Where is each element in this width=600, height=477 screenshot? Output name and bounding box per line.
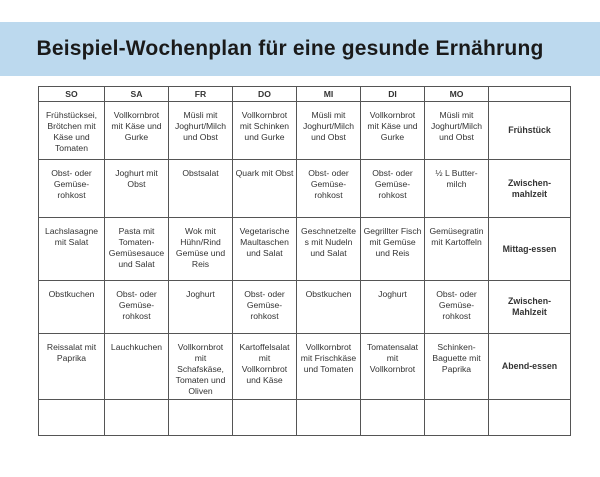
table-cell: Vollkornbrot mit Käse und Gurke [361,102,425,160]
table-cell: Vollkornbrot mit Schinken und Gurke [233,102,297,160]
page-title: Beispiel-Wochenplan für eine gesunde Ernährung [36,37,544,60]
table-row [39,281,571,334]
title-banner [0,22,600,76]
table-cell: Vollkornbrot mit Käse und Gurke [105,102,169,160]
table-cell: Vollkornbrot mit Schafskäse, Tomaten und Oliven [169,334,233,400]
meal-label-dinner: Abend-essen [489,334,571,400]
day-header-sa: SA [105,87,169,102]
table-cell: Kartoffelsalat mit Vollkornbrot und Käse [233,334,297,400]
table-cell-empty [489,400,571,436]
table-cell: Vollkornbrot mit Frischkäse und Tomaten [297,334,361,400]
table-cell: Gegrillter Fisch mit Gemüse und Reis [361,218,425,281]
table-cell: Lachslasagne mit Salat [39,218,105,281]
table-cell: Wok mit Hühn/Rind Gemüse und Reis [169,218,233,281]
table-cell: Pasta mit Tomaten-Gemüsesauce und Salat [105,218,169,281]
day-header-fr: FR [169,87,233,102]
weekly-plan [38,86,570,436]
meal-label-lunch: Mittag-essen [489,218,571,281]
table-cell: Obst- oder Gemüse-rohkost [39,160,105,218]
table-cell: Joghurt mit Obst [105,160,169,218]
meal-label-snack-1: Zwischen-mahlzeit [489,160,571,218]
table-row [39,334,571,400]
table-cell: Müsli mit Joghurt/Milch und Obst [297,102,361,160]
table-cell: Müsli mit Joghurt/Milch und Obst [169,102,233,160]
day-header-row [39,87,571,102]
table-cell: Obst- oder Gemüse-rohkost [425,281,489,334]
meal-label-breakfast: Frühstück [489,102,571,160]
meal-plan-table [38,86,571,436]
table-cell: Reissalat mit Paprika [39,334,105,400]
table-cell: Joghurt [361,281,425,334]
table-cell: Obst- oder Gemüse-rohkost [233,281,297,334]
day-header-so: SO [39,87,105,102]
table-cell: Schinken-Baguette mit Paprika [425,334,489,400]
table-cell-empty [169,400,233,436]
day-header-mi: MI [297,87,361,102]
table-cell: Obst- oder Gemüse-rohkost [297,160,361,218]
table-row [39,160,571,218]
table-cell: Müsli mit Joghurt/Milch und Obst [425,102,489,160]
table-cell-empty [297,400,361,436]
table-cell-empty [425,400,489,436]
table-cell: Obstsalat [169,160,233,218]
table-row [39,102,571,160]
table-cell: Obst- oder Gemüse-rohkost [105,281,169,334]
day-header-mo: MO [425,87,489,102]
meal-label-snack-2: Zwischen-Mahlzeit [489,281,571,334]
table-row [39,218,571,281]
table-cell: Obstkuchen [39,281,105,334]
day-header-di: DI [361,87,425,102]
corner-cell [489,87,571,102]
table-cell-empty [39,400,105,436]
table-cell: Tomatensalat mit Vollkornbrot [361,334,425,400]
table-cell: Obstkuchen [297,281,361,334]
table-cell: Gemüsegratin mit Kartoffeln [425,218,489,281]
table-row-empty [39,400,571,436]
table-cell: Vegetarische Maultaschen und Salat [233,218,297,281]
table-cell: Obst- oder Gemüse-rohkost [361,160,425,218]
table-cell: ½ L Butter-milch [425,160,489,218]
table-cell-empty [105,400,169,436]
table-cell: Frühstücksei, Brötchen mit Käse und Tomaten [39,102,105,160]
table-cell: Joghurt [169,281,233,334]
table-cell-empty [233,400,297,436]
table-cell: Geschnetzelte s mit Nudeln und Salat [297,218,361,281]
day-header-do: DO [233,87,297,102]
table-cell-empty [361,400,425,436]
table-cell: Lauchkuchen [105,334,169,400]
table-cell: Quark mit Obst [233,160,297,218]
